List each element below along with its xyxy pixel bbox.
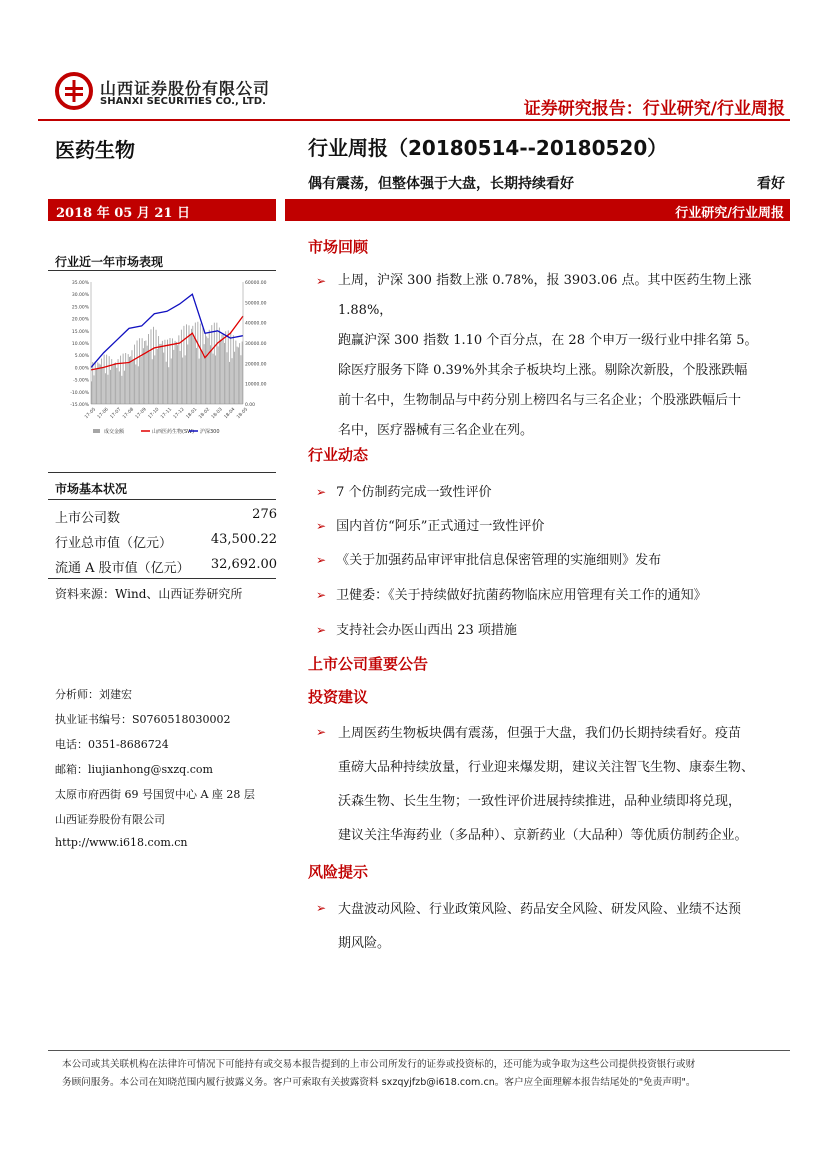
stat-listed-companies	[55, 507, 277, 526]
volume-bar	[242, 342, 243, 404]
volume-bar	[227, 352, 228, 404]
x-tick-label: 17-09	[134, 407, 148, 421]
volume-bar	[163, 353, 164, 404]
volume-bar	[182, 358, 183, 404]
volume-bar	[180, 351, 181, 404]
volume-bar	[115, 363, 116, 404]
legend-swatch	[93, 429, 100, 433]
arrow-bullet-icon: ➢	[316, 553, 327, 567]
volume-bar	[123, 354, 124, 404]
report-title: 行业周报（20180514--20180520）	[308, 136, 668, 160]
section-investment-advice-heading: 投资建议	[308, 688, 369, 706]
arrow-bullet-icon: ➢	[316, 485, 327, 499]
y-tick-label-right: 50000.00	[245, 301, 267, 307]
volume-bar	[145, 340, 146, 404]
x-tick-label: 17-12	[172, 407, 186, 421]
volume-bar	[110, 370, 111, 404]
volume-bar	[168, 367, 169, 404]
volume-bar	[148, 334, 149, 404]
volume-bar	[185, 355, 186, 404]
x-tick-label: 18-05	[236, 407, 250, 421]
arrow-bullet-icon: ➢	[316, 519, 327, 533]
volume-bar	[143, 348, 144, 404]
y-tick-label-right: 10000.00	[245, 382, 267, 388]
volume-bar	[116, 368, 117, 404]
volume-bar	[149, 352, 150, 404]
news-item: ➢ 支持社会办医山西出 23 项措施	[316, 623, 517, 638]
volume-bar	[239, 343, 240, 404]
data-source: 资料来源：Wind、山西证券研究所	[55, 587, 243, 601]
company-name-cn: 山西证券股份有限公司	[100, 79, 271, 98]
y-tick-label-right: 0.00	[245, 403, 256, 408]
volume-bar	[121, 376, 122, 404]
volume-bar	[153, 327, 154, 404]
x-tick-label: 17-06	[96, 407, 110, 421]
company-website: http://www.i618.com.cn	[55, 836, 188, 849]
volume-bar	[204, 344, 205, 404]
analyst-phone: 电话：0351-8686724	[55, 738, 169, 751]
volume-bar	[152, 359, 153, 404]
arrow-bullet-icon: ➢	[316, 725, 327, 739]
volume-bar	[216, 323, 217, 404]
volume-bar	[186, 324, 187, 404]
volume-bar	[237, 347, 238, 404]
volume-bar	[196, 348, 197, 404]
volume-bar	[172, 338, 173, 404]
volume-bar	[183, 326, 184, 404]
volume-bar	[170, 338, 171, 404]
volume-bar	[167, 340, 168, 404]
arrow-bullet-icon: ➢	[316, 623, 327, 637]
y-tick-label: 35.00%	[71, 281, 89, 286]
section-market-review-heading: 市场回顾	[308, 238, 369, 256]
volume-bar	[195, 323, 196, 404]
volume-bar	[156, 330, 157, 404]
report-date: 2018 年 05 月 21 日	[48, 199, 276, 221]
volume-bar	[96, 369, 97, 404]
x-tick-label: 17-05	[84, 407, 98, 421]
news-item: ➢ 《关于加强药品审评审批信息保密管理的实施细则》发布	[316, 553, 662, 568]
stats-top-rule	[48, 472, 276, 473]
volume-bar	[232, 358, 233, 404]
footer-line: 本公司或其关联机构在法律许可情况下可能持有或交易本报告提到的上市公司所发行的证券或投资标的，还可能为或争取为这些公司提供投资银行或财	[62, 1059, 696, 1070]
volume-bar	[210, 345, 211, 404]
header-divider	[38, 119, 790, 121]
y-tick-label: -15.00%	[70, 403, 89, 408]
stat-value: 276	[252, 507, 277, 522]
x-tick-label: 17-08	[122, 407, 136, 421]
volume-bar	[205, 333, 206, 404]
volume-bar	[158, 336, 159, 404]
company-name-en: SHANXI SECURITIES CO., LTD.	[100, 96, 266, 107]
x-tick-label: 18-01	[185, 407, 199, 421]
volume-bar	[202, 328, 203, 404]
volume-bar	[211, 325, 212, 404]
report-type-bar: 行业研究/行业周报	[285, 199, 790, 221]
volume-bar	[100, 365, 101, 404]
volume-bar	[109, 356, 110, 404]
volume-bar	[142, 338, 143, 404]
y-tick-label: 25.00%	[71, 305, 89, 311]
volume-bar	[129, 357, 130, 404]
stats-bottom-rule	[48, 578, 276, 579]
y-tick-label: 5.00%	[74, 354, 89, 360]
volume-bar	[201, 351, 202, 404]
arrow-bullet-icon: ➢	[316, 274, 327, 288]
volume-bar	[134, 345, 135, 404]
volume-bar	[137, 341, 138, 404]
company-name-contact: 山西证券股份有限公司	[55, 813, 165, 826]
stat-float-market-cap	[55, 557, 277, 576]
stat-value: 43,500.22	[210, 532, 277, 547]
volume-bar	[118, 359, 119, 404]
news-item: ➢ 卫健委：《关于持续做好抗菌药物临床应用管理有关工作的通知》	[316, 588, 707, 603]
analyst-license: 执业证书编号：S0760518030002	[55, 713, 231, 726]
legend-label: 沪深300	[200, 429, 220, 435]
volume-bar	[213, 354, 214, 404]
volume-bar	[159, 344, 160, 404]
volume-bar	[177, 345, 178, 404]
volume-bar	[224, 343, 225, 404]
stats-header-rule	[48, 499, 276, 500]
volume-bar	[133, 360, 134, 404]
volume-bar	[178, 335, 179, 404]
volume-bar	[214, 323, 215, 404]
volume-bar	[166, 362, 167, 404]
y-tick-label-right: 20000.00	[245, 362, 267, 368]
news-item: ➢ 7 个仿制药完成一致性评价	[316, 485, 492, 500]
volume-bar	[187, 344, 188, 404]
volume-bar	[102, 368, 103, 404]
volume-bar	[225, 331, 226, 404]
news-item: ➢ 国内首仿“阿乐”正式通过一致性评价	[316, 519, 545, 534]
volume-bar	[113, 366, 114, 404]
volume-bar	[132, 350, 133, 404]
volume-bar	[94, 375, 95, 404]
arrow-bullet-icon: ➢	[316, 588, 327, 602]
volume-bar	[106, 355, 107, 404]
volume-bar	[191, 329, 192, 404]
section-announcements-heading: 上市公司重要公告	[308, 655, 429, 673]
legend-label: 山西医药生物(SW)	[152, 429, 195, 435]
y-tick-label-right: 60000.00	[245, 281, 267, 286]
volume-bar	[200, 323, 201, 404]
volume-bar	[215, 355, 216, 404]
volume-bar	[171, 358, 172, 404]
x-tick-label: 18-03	[210, 407, 224, 421]
risk-paragraph: ➢ 大盘波动风险、行业政策风险、药品安全风险、研发风险、业绩不达预 期风险。	[316, 893, 790, 961]
volume-bar	[119, 371, 120, 404]
volume-bar	[128, 354, 129, 404]
arrow-bullet-icon: ➢	[316, 901, 327, 915]
y-tick-label: 0.00%	[74, 366, 89, 372]
rating: 看好	[757, 176, 785, 192]
volume-bar	[233, 335, 234, 404]
chart-title: 行业近一年市场表现	[55, 255, 164, 269]
footer-disclaimer	[62, 1056, 777, 1092]
stat-label: 上市公司数	[55, 511, 121, 526]
volume-bar	[126, 364, 127, 404]
volume-bar	[221, 335, 222, 404]
analyst-name: 分析师：刘建宏	[55, 688, 132, 701]
volume-bar	[194, 338, 195, 404]
y-tick-label-right: 30000.00	[245, 342, 267, 347]
volume-bar	[192, 326, 193, 404]
volume-bar	[105, 373, 106, 404]
footer-divider	[48, 1050, 790, 1051]
x-tick-label: 18-04	[223, 407, 237, 421]
volume-bar	[164, 340, 165, 404]
volume-bar	[176, 342, 177, 404]
volume-bar	[114, 363, 115, 404]
volume-bar	[219, 327, 220, 404]
volume-bar	[190, 334, 191, 404]
stats-title: 市场基本状况	[55, 482, 128, 496]
chart-legend	[93, 428, 220, 435]
volume-bar	[140, 357, 141, 404]
volume-bar	[124, 371, 125, 404]
volume-bar	[189, 325, 190, 404]
volume-bar	[208, 338, 209, 404]
stat-label: 行业总市值（亿元）	[55, 536, 173, 551]
volume-bar	[101, 359, 102, 404]
legend-label: 成交金额	[104, 429, 125, 435]
investment-advice-paragraph: ➢ 上周医药生物板块偶有震荡，但强于大盘，我们仍长期持续看好。疫苗 重磅大品种持续放量，行业迎来爆发期，建议关注智飞生物、康泰生物、 沃森生物、长生生物；一致性评价进展持续推进，品种业绩即将兑现， 建议关注华海药业（多品种）、京新药业（大品种）等优质仿制药企业。	[316, 717, 790, 853]
volume-bar	[135, 365, 136, 404]
volume-bar	[99, 364, 100, 404]
volume-bar	[234, 352, 235, 404]
analyst-email: 邮箱：liujianhong@sxzq.com	[55, 763, 213, 776]
volume-bar	[125, 353, 126, 404]
volume-bar	[228, 330, 229, 404]
y-tick-label: 20.00%	[71, 317, 89, 323]
volume-bar	[162, 341, 163, 404]
stat-total-market-cap	[55, 532, 277, 551]
y-tick-label-right: 40000.00	[245, 321, 267, 327]
volume-bar	[151, 329, 152, 404]
volume-bar	[199, 359, 200, 404]
y-tick-label: -5.00%	[73, 378, 89, 384]
volume-bar	[229, 362, 230, 404]
y-tick-label: 10.00%	[71, 342, 89, 347]
volume-bar	[175, 341, 176, 404]
volume-bar	[154, 355, 155, 404]
volume-bar	[147, 346, 148, 404]
volume-bar	[107, 375, 108, 404]
volume-bar	[144, 341, 145, 404]
y-tick-label: 30.00%	[71, 293, 89, 299]
volume-bar	[92, 362, 93, 404]
x-tick-label: 18-02	[198, 407, 212, 421]
volume-bar	[230, 332, 231, 404]
volume-bar	[238, 347, 239, 404]
volume-bar	[95, 362, 96, 404]
market-performance-chart	[55, 272, 270, 440]
volume-bar	[173, 350, 174, 404]
section-risk-heading: 风险提示	[308, 863, 369, 881]
volume-bar	[157, 349, 158, 404]
company-address: 太原市府西街 69 号国贸中心 A 座 28 层	[55, 788, 255, 801]
x-tick-label: 17-11	[160, 407, 174, 421]
stat-value: 32,692.00	[210, 557, 277, 572]
x-tick-label: 17-07	[109, 407, 123, 421]
sector-name: 医药生物	[55, 138, 135, 162]
volume-bar	[220, 340, 221, 404]
y-tick-label: 15.00%	[71, 329, 89, 335]
stat-label: 流通 A 股市值（亿元）	[55, 561, 190, 576]
market-review-paragraph: ➢ 上周，沪深 300 指数上涨 0.78%，报 3903.06 点。其中医药生物上涨 1.88%， 跑赢沪深 300 指数 1.10 个百分点，在 28 个申万一级行业中排名第 5。 除医疗服务下降 0.39%外其余子板块均上涨。剔除次新股，个股涨跌幅 前十名中，生物制品与中药分别上榜四名与三名企业；个股涨跌幅后十 名中，医疗器械有三名企业在列。	[316, 266, 790, 446]
footer-line: 务顾问服务。本公司在知晓范围内履行披露义务。客户可索取有关披露资料 sxzqyjfzb@i618.com.cn。客户应全面理解本报告结尾处的"免责声明"。	[62, 1077, 696, 1088]
y-tick-label: -10.00%	[70, 390, 89, 396]
volume-bar	[240, 355, 241, 404]
chart-top-rule	[48, 270, 276, 271]
volume-bar	[197, 322, 198, 404]
volume-bar	[206, 336, 207, 404]
report-type-header: 证券研究报告：行业研究/行业周报	[523, 99, 785, 119]
volume-bar	[139, 338, 140, 404]
volume-bar	[104, 355, 105, 404]
x-tick-label: 17-10	[147, 407, 161, 421]
volume-bar	[130, 356, 131, 404]
company-logo	[55, 72, 93, 110]
volume-bar	[223, 334, 224, 404]
report-subtitle: 偶有震荡，但整体强于大盘，长期持续看好	[308, 176, 574, 192]
volume-bar	[218, 346, 219, 404]
volume-bar	[138, 366, 139, 404]
volume-bar	[161, 344, 162, 404]
volume-bar	[235, 341, 236, 404]
section-industry-news-heading: 行业动态	[308, 446, 369, 464]
volume-bar	[209, 330, 210, 404]
